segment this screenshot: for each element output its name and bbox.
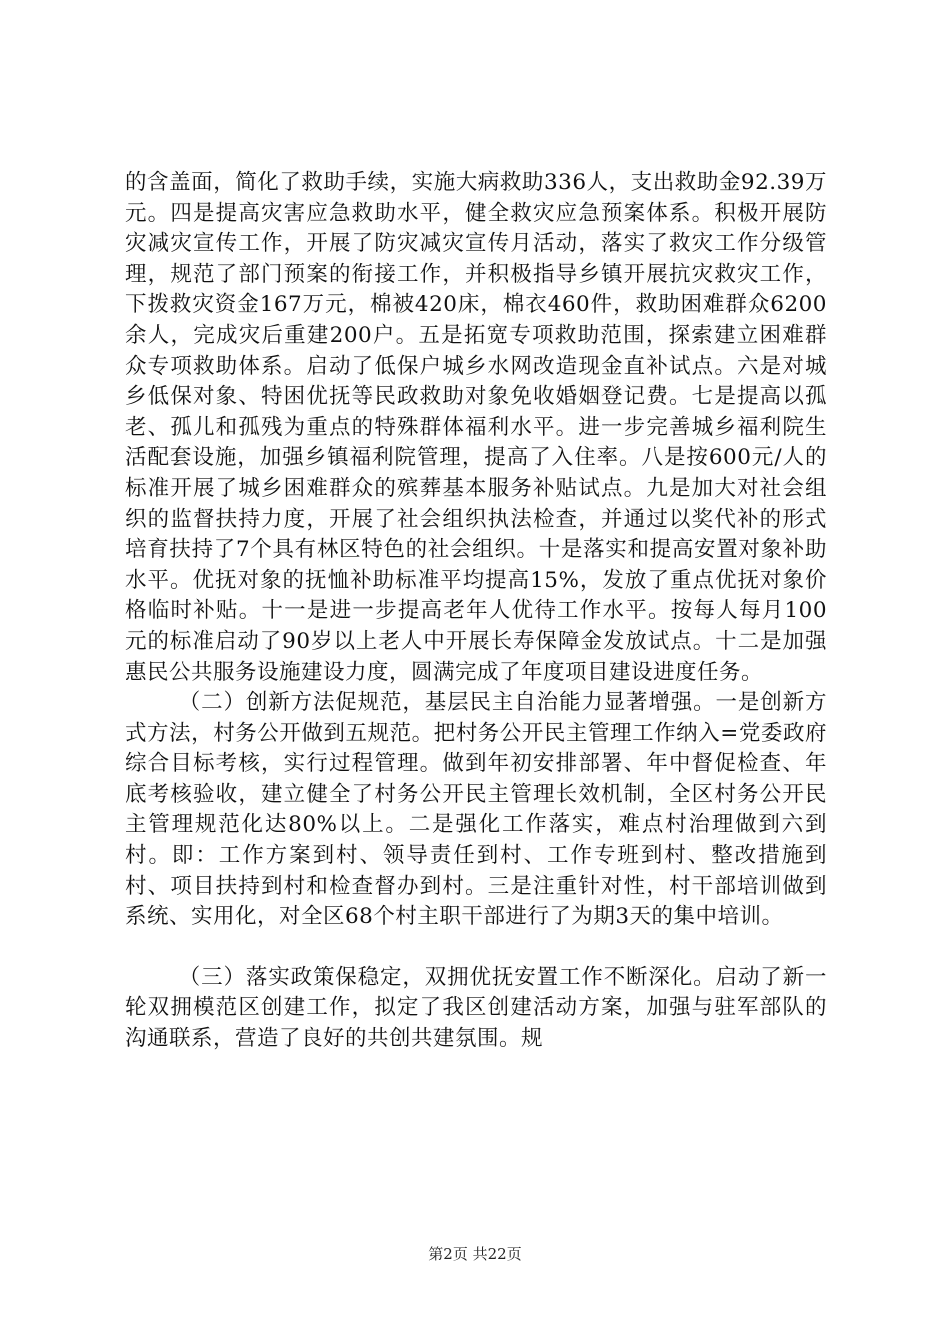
page-footer: 第2页 共22页 xyxy=(428,1245,522,1263)
document-body xyxy=(125,168,827,1055)
paragraph-grassroots-democracy: （二）创新方法促规范，基层民主自治能力显著增强。一是创新方式方法，村务公开做到五规范。把村务公开民主管理工作纳入=党委政府综合目标考核，实行过程管理。做到年初安排部署、年中督促检查、年底考核验收，建立健全了村务公开民主管理长效机制，全区村务公开民主管理规范化达80%以上。二是强化工作落实，难点村治理做到六到村。即：工作方案到村、领导责任到村、工作专班到村、整改措施到村、项目扶持到村和检查督办到村。三是注重针对性，村干部培训做到系统、实用化，对全区68个村主职干部进行了为期3天的集中培训。 xyxy=(125,690,827,930)
paragraph-relief-continued: 的含盖面，简化了救助手续，实施大病救助336人，支出救助金92.39万元。四是提高灾害应急救助水平，健全救灾应急预案体系。积极开展防灾减灾宣传工作，开展了防灾减灾宣传月活动，落实了救灾工作分级管理，规范了部门预案的衔接工作，并积极指导乡镇开展抗灾救灾工作，下拨救灾资金167万元，棉被420床，棉衣460件，救助困难群众6200余人，完成灾后重建200户。五是拓宽专项救助范围，探索建立困难群众专项救助体系。启动了低保户城乡水网改造现金直补试点。六是对城乡低保对象、特困优抚等民政救助对象免收婚姻登记费。七是提高以孤老、孤儿和孤残为重点的特殊群体福利水平。进一步完善城乡福利院生活配套设施，加强乡镇福利院管理，提高了入住率。八是按600元/人的标准开展了城乡困难群众的殡葬基本服务补贴试点。九是加大对社会组织的监督扶持力度，开展了社会组织执法检查，并通过以奖代补的形式培育扶持了7个具有林区特色的社会组织。十是落实和提高安置对象补助水平。优抚对象的抚恤补助标准平均提高15%，发放了重点优抚对象价格临时补贴。十一是进一步提高老年人优待工作水平。按每人每月100元的标准启动了90岁以上老人中开展长寿保障金发放试点。十二是加强惠民公共服务设施建设力度，圆满完成了年度项目建设进度任务。 xyxy=(125,170,827,685)
paragraph-military-support: （三）落实政策保稳定，双拥优抚安置工作不断深化。启动了新一轮双拥模范区创建工作，拟定了我区创建活动方案，加强与驻军部队的沟通联系，营造了良好的共创共建氛围。规 xyxy=(125,964,827,1052)
